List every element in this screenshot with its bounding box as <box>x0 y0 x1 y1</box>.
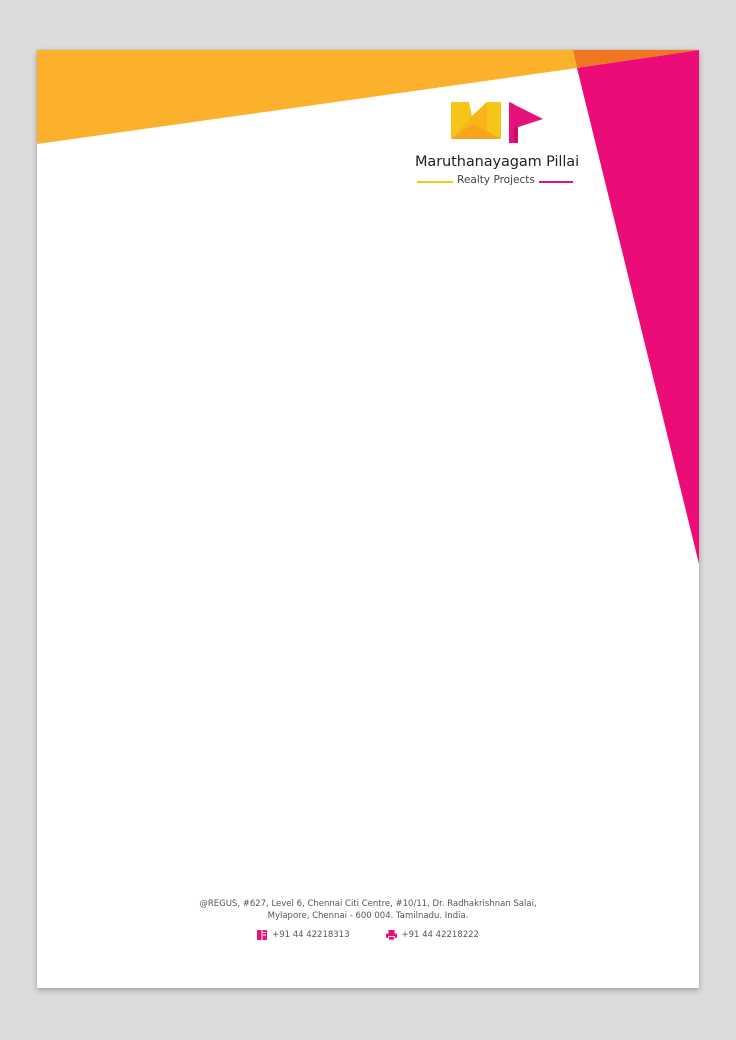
phone-contact <box>257 930 349 940</box>
letterhead-sheet <box>37 50 699 988</box>
tagline-rule-right <box>539 181 573 183</box>
address-line-2: Mylapore, Chennai - 600 004. Tamilnadu. India. <box>267 911 469 921</box>
phone-number: +91 44 42218313 <box>272 930 350 940</box>
decorative-shapes <box>37 50 699 988</box>
tagline-rule-left <box>417 181 453 183</box>
tagline: Realty Projects <box>457 174 535 186</box>
phone-book-icon <box>257 930 267 940</box>
fax-icon <box>386 930 397 940</box>
address-line-1: @REGUS, #627, Level 6, Chennai Citi Centre, #10/11, Dr. Radhakrishnan Salai, <box>199 899 537 909</box>
company-logo <box>411 102 583 192</box>
magenta-band <box>577 50 699 564</box>
fax-contact <box>386 930 479 940</box>
footer <box>37 898 699 940</box>
mp-logo-icon <box>451 102 543 152</box>
fax-number: +91 44 42218222 <box>401 930 479 940</box>
company-name: Maruthanayagam Pillai <box>415 154 579 170</box>
contact-row <box>37 930 699 940</box>
tagline-row <box>417 174 573 188</box>
